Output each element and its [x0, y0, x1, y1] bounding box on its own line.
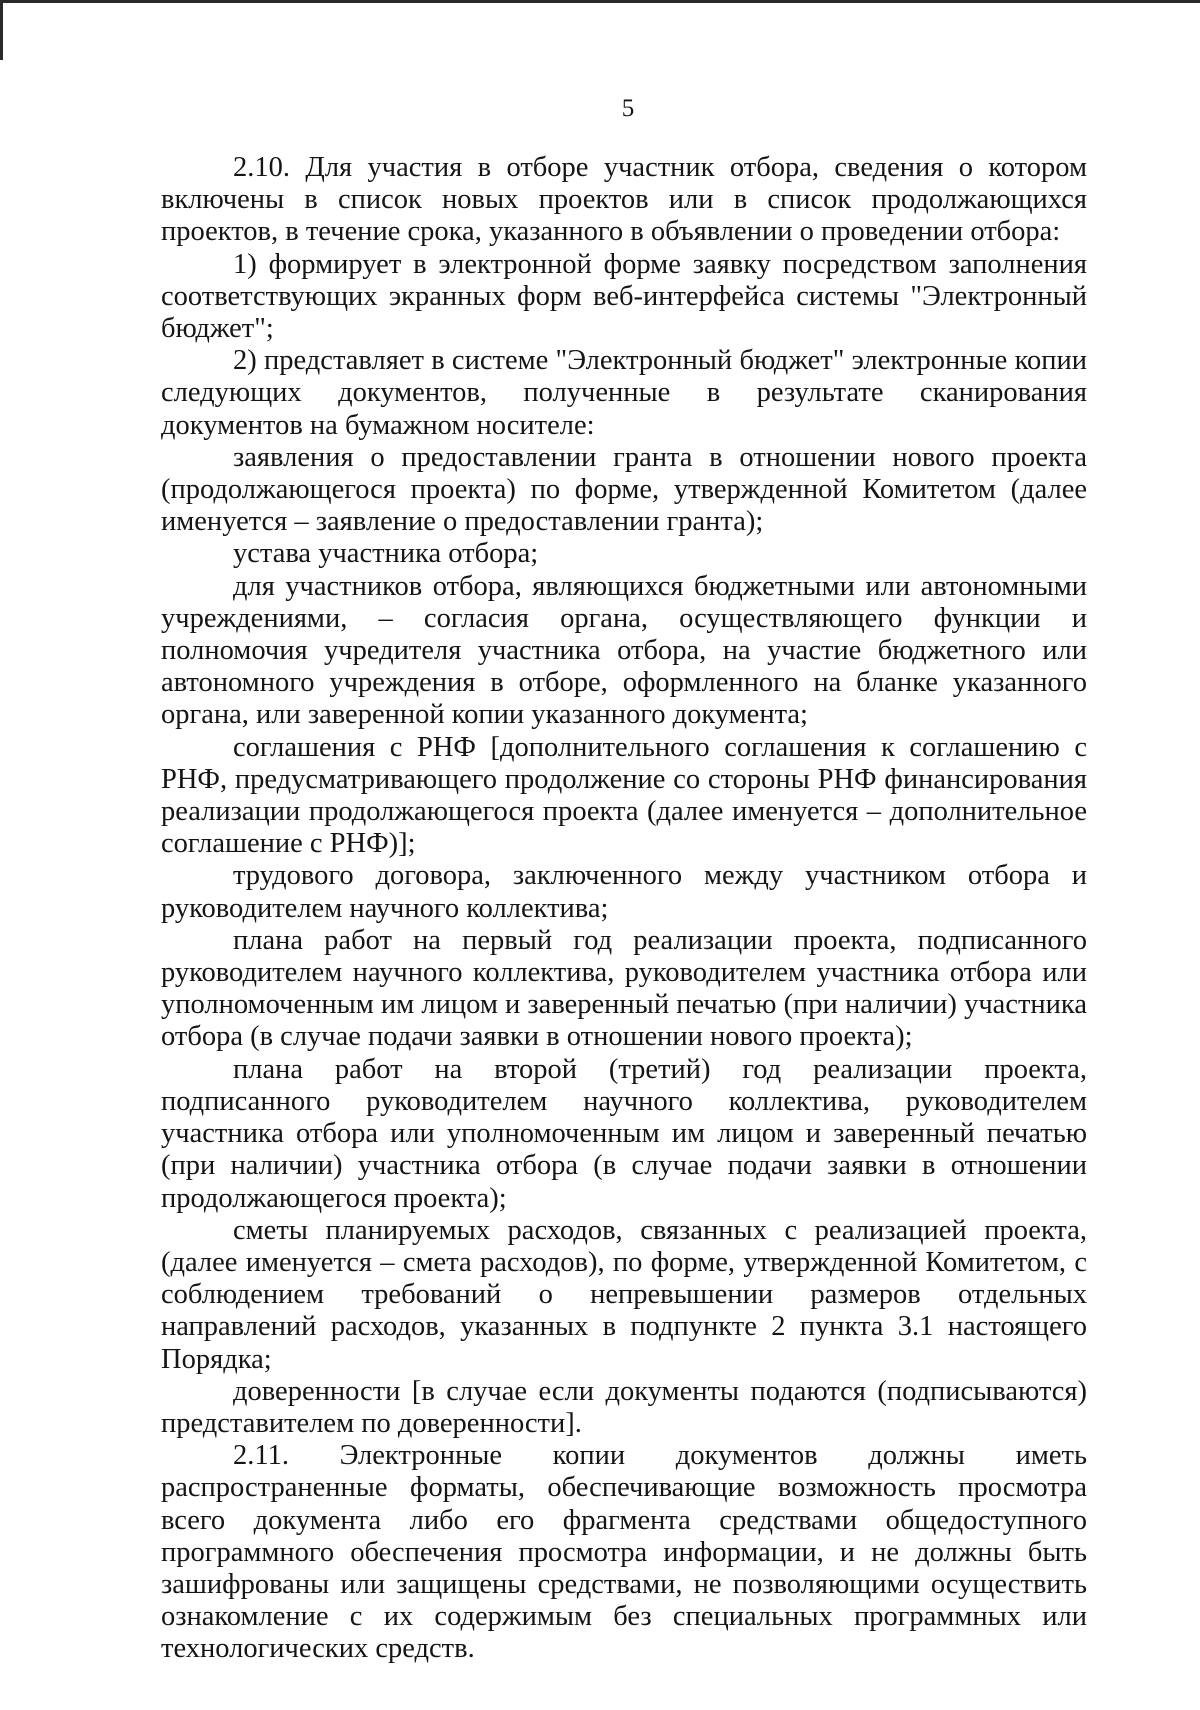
- paragraph-2-11: 2.11. Электронные копии документов должны иметь распространенные форматы, обеспечивающие возможность просмотра всего документа либо его фрагмента средствами общедоступного программного обеспечения просмотра информации, и не должны быть зашифрованы или защищены средствами, не позволяющими осуществить ознакомление с их содержимым без специальных программных или технологических средств.: [161, 1440, 1087, 1665]
- paragraph-first-year-plan: плана работ на первый год реализации проекта, подписанного руководителем научного коллектива, руководителем участника отбора или уполномоченным им лицом и заверенный печатью (при наличии) участника отбора (в случае подачи заявки в отношении нового проекта);: [161, 924, 1087, 1053]
- scan-border-top: [0, 0, 1200, 3]
- page-number: 5: [621, 95, 635, 122]
- scan-border-left: [0, 0, 3, 60]
- document-body: [161, 152, 1087, 1666]
- paragraph-charter: устава участника отбора;: [233, 538, 539, 570]
- paragraph-item-1: 1) формирует в электронной форме заявку посредством заполнения соответствующих экранных форм веб-интерфейса системы "Электронный бюджет";: [161, 248, 1087, 345]
- paragraph-2-10: 2.10. Для участия в отборе участник отбора, сведения о котором включены в список новых проектов или в список продолжающихся проектов, в течение срока, указанного в объявлении о проведении отбора:: [161, 152, 1087, 248]
- paragraph-next-year-plan: плана работ на второй (третий) год реализации проекта, подписанного руководителем научного коллектива, руководителем участника отбора или уполномоченным им лицом и заверенный печатью (при наличии) участника отбора (в случае подачи заявки в отношении продолжающегося проекта);: [161, 1053, 1087, 1214]
- paragraph-item-2: 2) представляет в системе "Электронный бюджет" электронные копии следующих документов, полученные в результате сканирования документов на бумажном носителе:: [161, 345, 1087, 441]
- paragraph-expense-estimate: сметы планируемых расходов, связанных с реализацией проекта, (далее именуется – смета расходов), по форме, утвержденной Комитетом, с соблюдением требований о непревышении размеров отдельных направлений расходов, указанных в подпункте 2 пункта 3.1 настоящего Порядка;: [161, 1214, 1087, 1375]
- paragraph-grant-application: заявления о предоставлении гранта в отношении нового проекта (продолжающегося проекта) по форме, утвержденной Комитетом (далее именуется – заявление о предоставлении гранта);: [161, 441, 1087, 538]
- paragraph-power-of-attorney: доверенности [в случае если документы подаются (подписываются) представителем по доверенности].: [161, 1375, 1087, 1439]
- paragraph-rnf-agreement: соглашения с РНФ [дополнительного соглашения к соглашению с РНФ, предусматривающего продолжение со стороны РНФ финансирования реализации продолжающегося проекта (далее именуется – дополнительное соглашение с РНФ)];: [161, 731, 1087, 860]
- paragraph-founder-consent: для участников отбора, являющихся бюджетными или автономными учреждениями, – согласия органа, осуществляющего функции и полномочия учредителя участника отбора, на участие бюджетного или автономного учреждения в отборе, оформленного на бланке указанного органа, или заверенной копии указанного документа;: [161, 570, 1087, 731]
- paragraph-employment-contract: трудового договора, заключенного между участником отбора и руководителем научного коллектива;: [161, 860, 1087, 924]
